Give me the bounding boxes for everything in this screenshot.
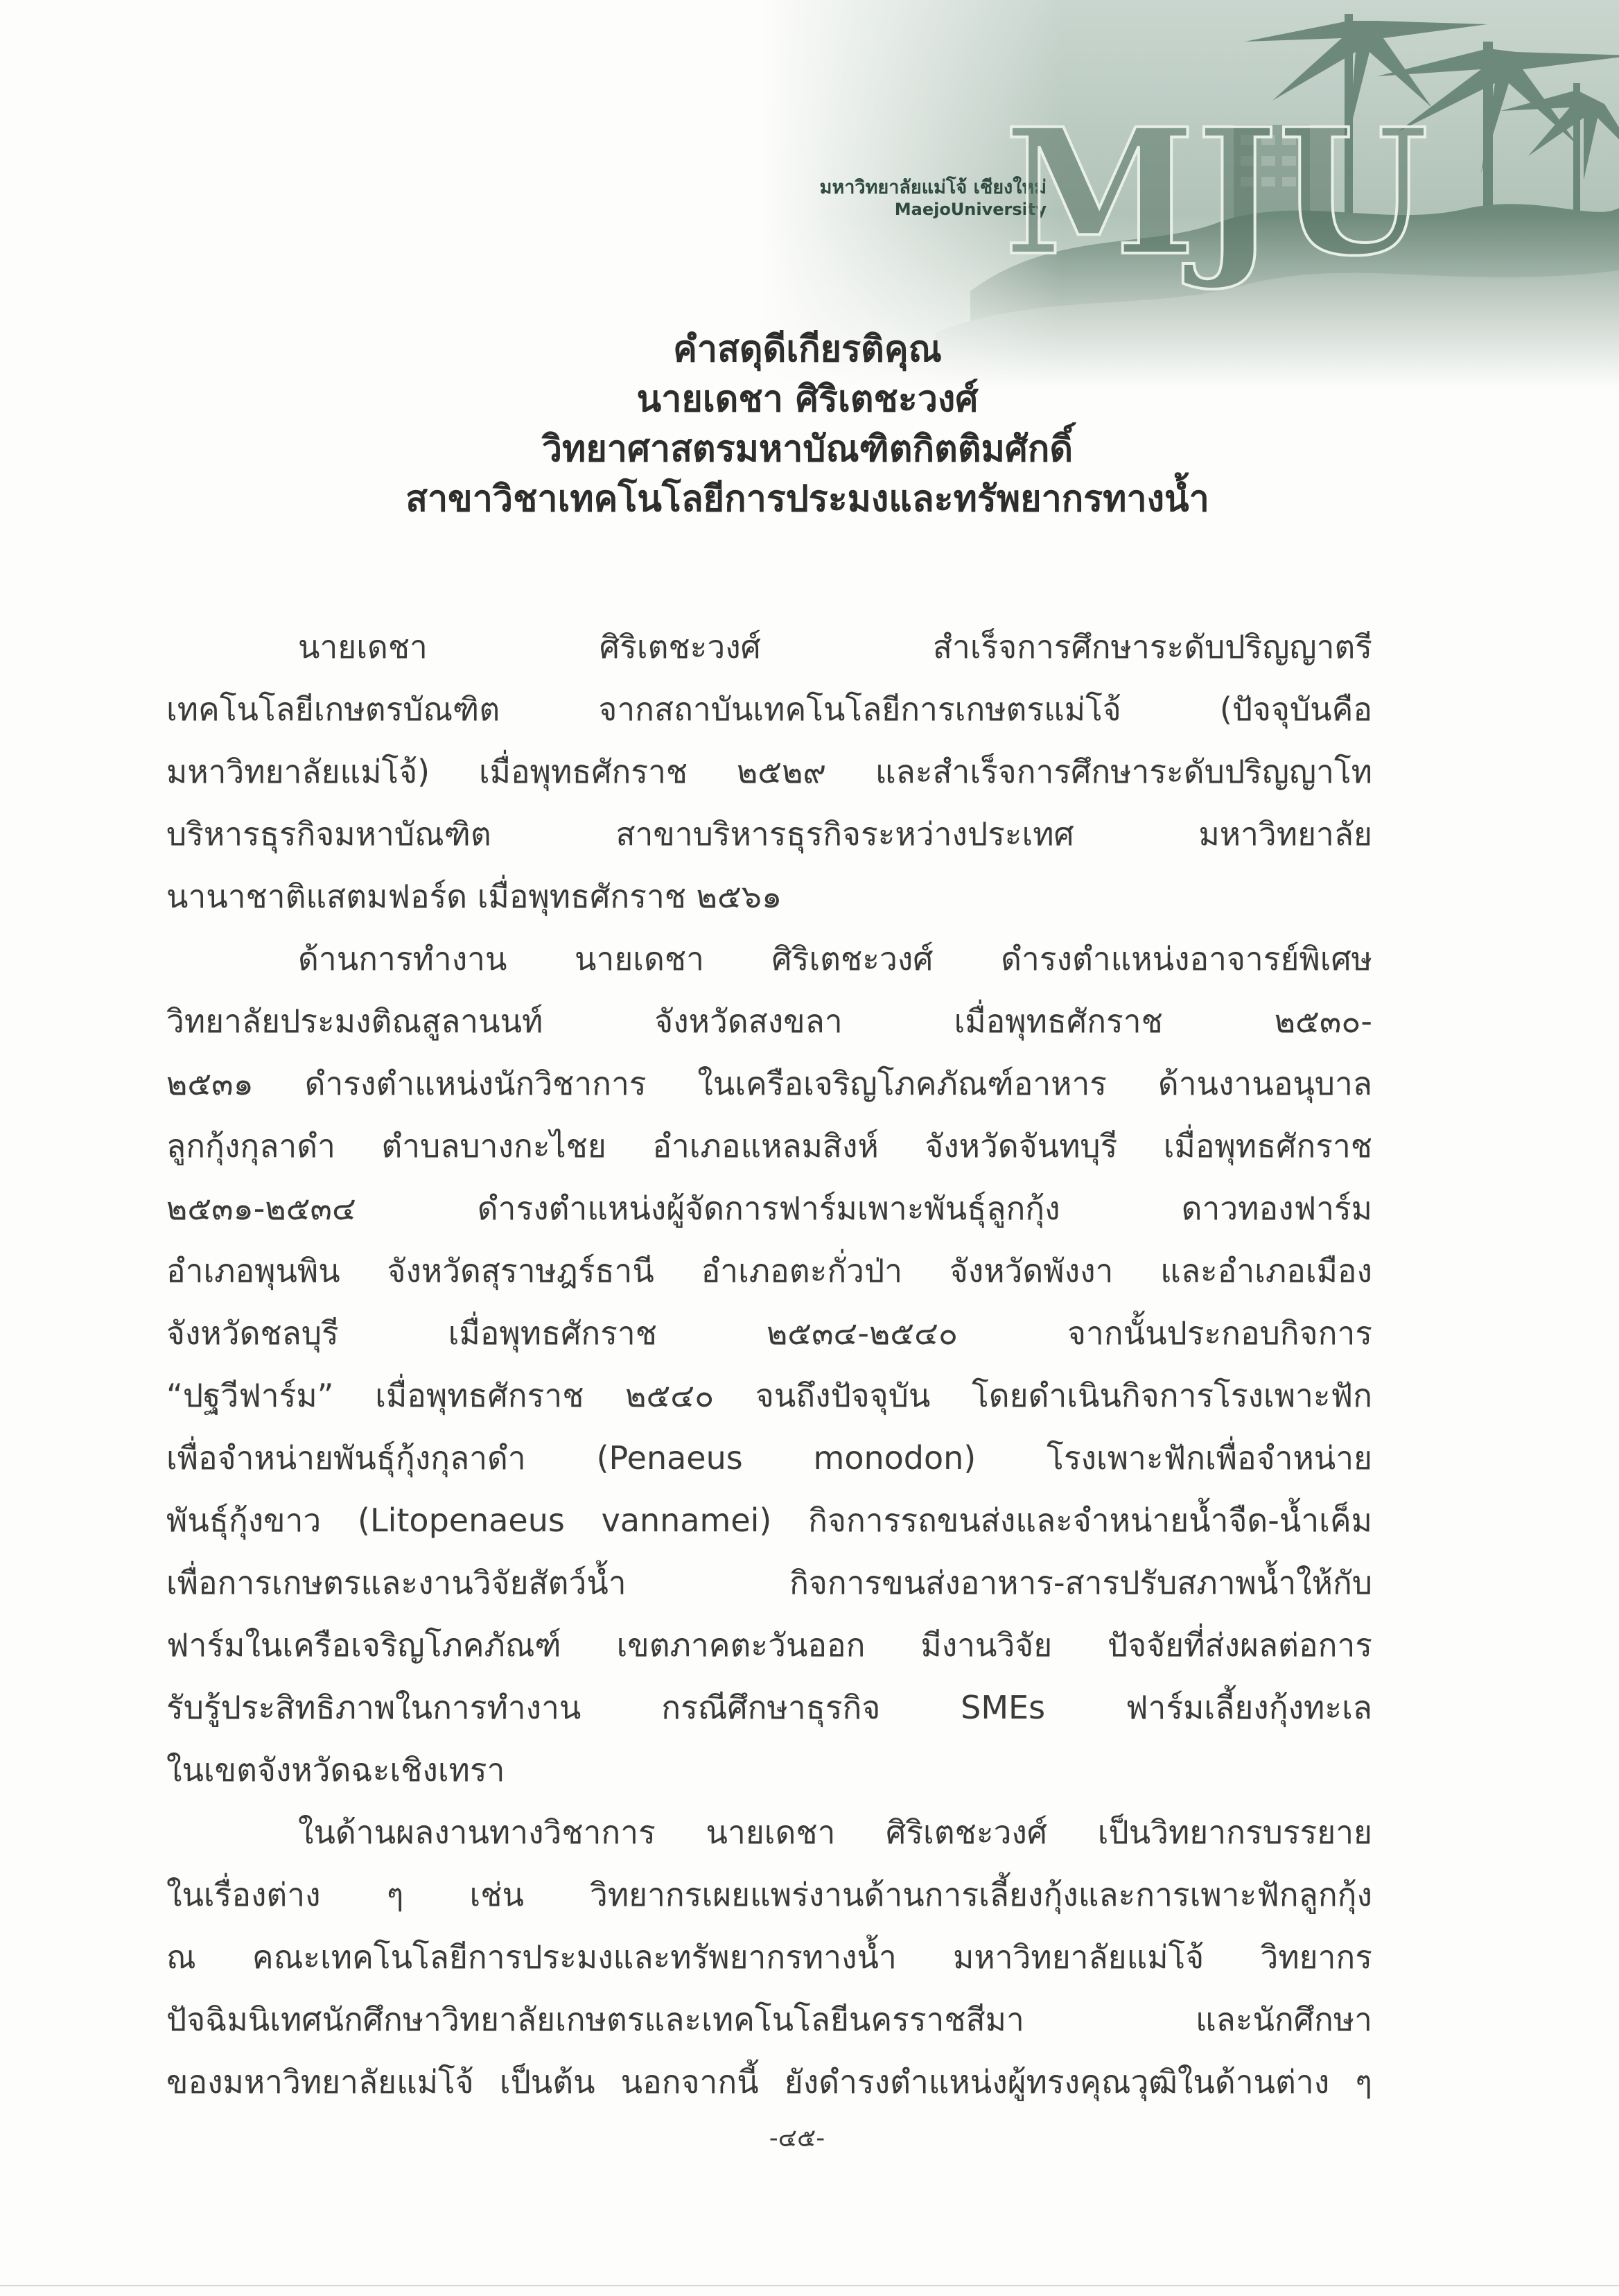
scan-edge-divider: [0, 2285, 1619, 2286]
text-line: ฟาร์มในเครือเจริญโภคภัณฑ์ เขตภาคตะวันออก มีงานวิจัย ปัจจัยที่ส่งผลต่อการ: [166, 1626, 1372, 1664]
degree-title: วิทยาศาสตรมหาบัณฑิตกิตติมศักดิ์: [541, 428, 1074, 470]
field-of-study: สาขาวิชาเทคโนโลยีการประมงและทรัพยากรทางน้ำ: [405, 478, 1209, 520]
text-line: ณ คณะเทคโนโลยีการประมงและทรัพยากรทางน้ำ มหาวิทยาลัยแม่โจ้ วิทยากร: [166, 1938, 1372, 1976]
text-line: ด้านการทำงาน นายเดชา ศิริเตชะวงศ์ ดำรงตำแหน่งอาจารย์พิเศษ: [298, 940, 1372, 977]
text-line: ในด้านผลงานทางวิชาการ นายเดชา ศิริเตชะวงศ์ เป็นวิทยากรบรรยาย: [298, 1814, 1372, 1851]
text-line: อำเภอพุนพิน จังหวัดสุราษฎร์ธานี อำเภอตะกั่วป่า จังหวัดพังงา และอำเภอเมือง: [166, 1252, 1372, 1289]
page-number: -๔๕-: [769, 2124, 825, 2152]
citation-body: [166, 616, 1372, 2113]
text-line: ๒๕๓๑-๒๕๓๔ ดำรงตำแหน่งผู้จัดการฟาร์มเพาะพันธุ์ลูกกุ้ง ดาวทองฟาร์ม: [166, 1190, 1372, 1227]
document-title: [208, 324, 1407, 524]
university-name-english: MaejoUniversity: [894, 200, 1047, 219]
text-line: นายเดชา ศิริเตชะวงศ์ สำเร็จการศึกษาระดับปริญญาตรี: [298, 628, 1372, 666]
text-line: พันธุ์กุ้งขาว (Litopenaeus vannamei) กิจการรถขนส่งและจำหน่ายน้ำจืด-น้ำเค็ม: [166, 1502, 1372, 1539]
title-heading: คำสดุดีเกียรติคุณ: [673, 329, 942, 370]
text-line: เทคโนโลยีเกษตรบัณฑิต จากสถาบันเทคโนโลยีการเกษตรแม่โจ้ (ปัจจุบันคือ: [166, 690, 1372, 728]
text-line: “ปฐวีฟาร์ม” เมื่อพุทธศักราช ๒๕๔๐ จนถึงปัจจุบัน โดยดำเนินกิจการโรงเพาะฟัก: [166, 1377, 1372, 1414]
text-line: นานาชาติแสตมฟอร์ด เมื่อพุทธศักราช ๒๕๖๑: [166, 878, 782, 915]
text-line: เพื่อจำหน่ายพันธุ์กุ้งกุลาดำ (Penaeus monodon) โรงเพาะฟักเพื่อจำหน่าย: [166, 1439, 1372, 1477]
text-line: ในเขตจังหวัดฉะเชิงเทรา: [166, 1751, 505, 1789]
university-name-thai: มหาวิทยาลัยแม่โจ้ เชียงใหม่: [819, 177, 1047, 198]
text-line: รับรู้ประสิทธิภาพในการทำงาน กรณีศึกษาธุรกิจ SMEs ฟาร์มเลี้ยงกุ้งทะเล: [166, 1689, 1372, 1726]
mju-logo-text: MJU: [1004, 90, 1429, 294]
text-line: ปัจฉิมนิเทศนักศึกษาวิทยาลัยเกษตรและเทคโนโลยีนครราชสีมา และนักศึกษา: [166, 2001, 1372, 2038]
text-line: มหาวิทยาลัยแม่โจ้) เมื่อพุทธศักราช ๒๕๒๙ และสำเร็จการศึกษาระดับปริญญาโท: [166, 753, 1372, 790]
text-line: เพื่อการเกษตรและงานวิจัยสัตว์น้ำ กิจการขนส่งอาหาร-สารปรับสภาพน้ำให้กับ: [166, 1564, 1372, 1601]
mju-logo: [1004, 90, 1429, 294]
text-line: ลูกกุ้งกุลาดำ ตำบลบางกะไชย อำเภอแหลมสิงห์ จังหวัดจันทบุรี เมื่อพุทธศักราช: [166, 1127, 1372, 1165]
text-line: วิทยาลัยประมงติณสูลานนท์ จังหวัดสงขลา เมื่อพุทธศักราช ๒๕๓๐-: [166, 1002, 1372, 1040]
text-line: ๒๕๓๑ ดำรงตำแหน่งนักวิชาการ ในเครือเจริญโภคภัณฑ์อาหาร ด้านงานอนุบาล: [166, 1065, 1372, 1102]
text-line: จังหวัดชลบุรี เมื่อพุทธศักราช ๒๕๓๔-๒๕๔๐ จากนั้นประกอบกิจการ: [166, 1314, 1372, 1352]
text-line: บริหารธุรกิจมหาบัณฑิต สาขาบริหารธุรกิจระหว่างประเทศ มหาวิทยาลัย: [166, 815, 1372, 853]
text-line: ของมหาวิทยาลัยแม่โจ้ เป็นต้น นอกจากนี้ ยังดำรงตำแหน่งผู้ทรงคุณวุฒิในด้านต่าง ๆ: [166, 2063, 1372, 2101]
text-line: ในเรื่องต่าง ๆ เช่น วิทยากรเผยแพร่งานด้านการเลี้ยงกุ้งและการเพาะฟักลูกกุ้ง: [166, 1876, 1372, 1913]
honoree-name: นายเดชา ศิริเตชะวงศ์: [636, 379, 979, 420]
